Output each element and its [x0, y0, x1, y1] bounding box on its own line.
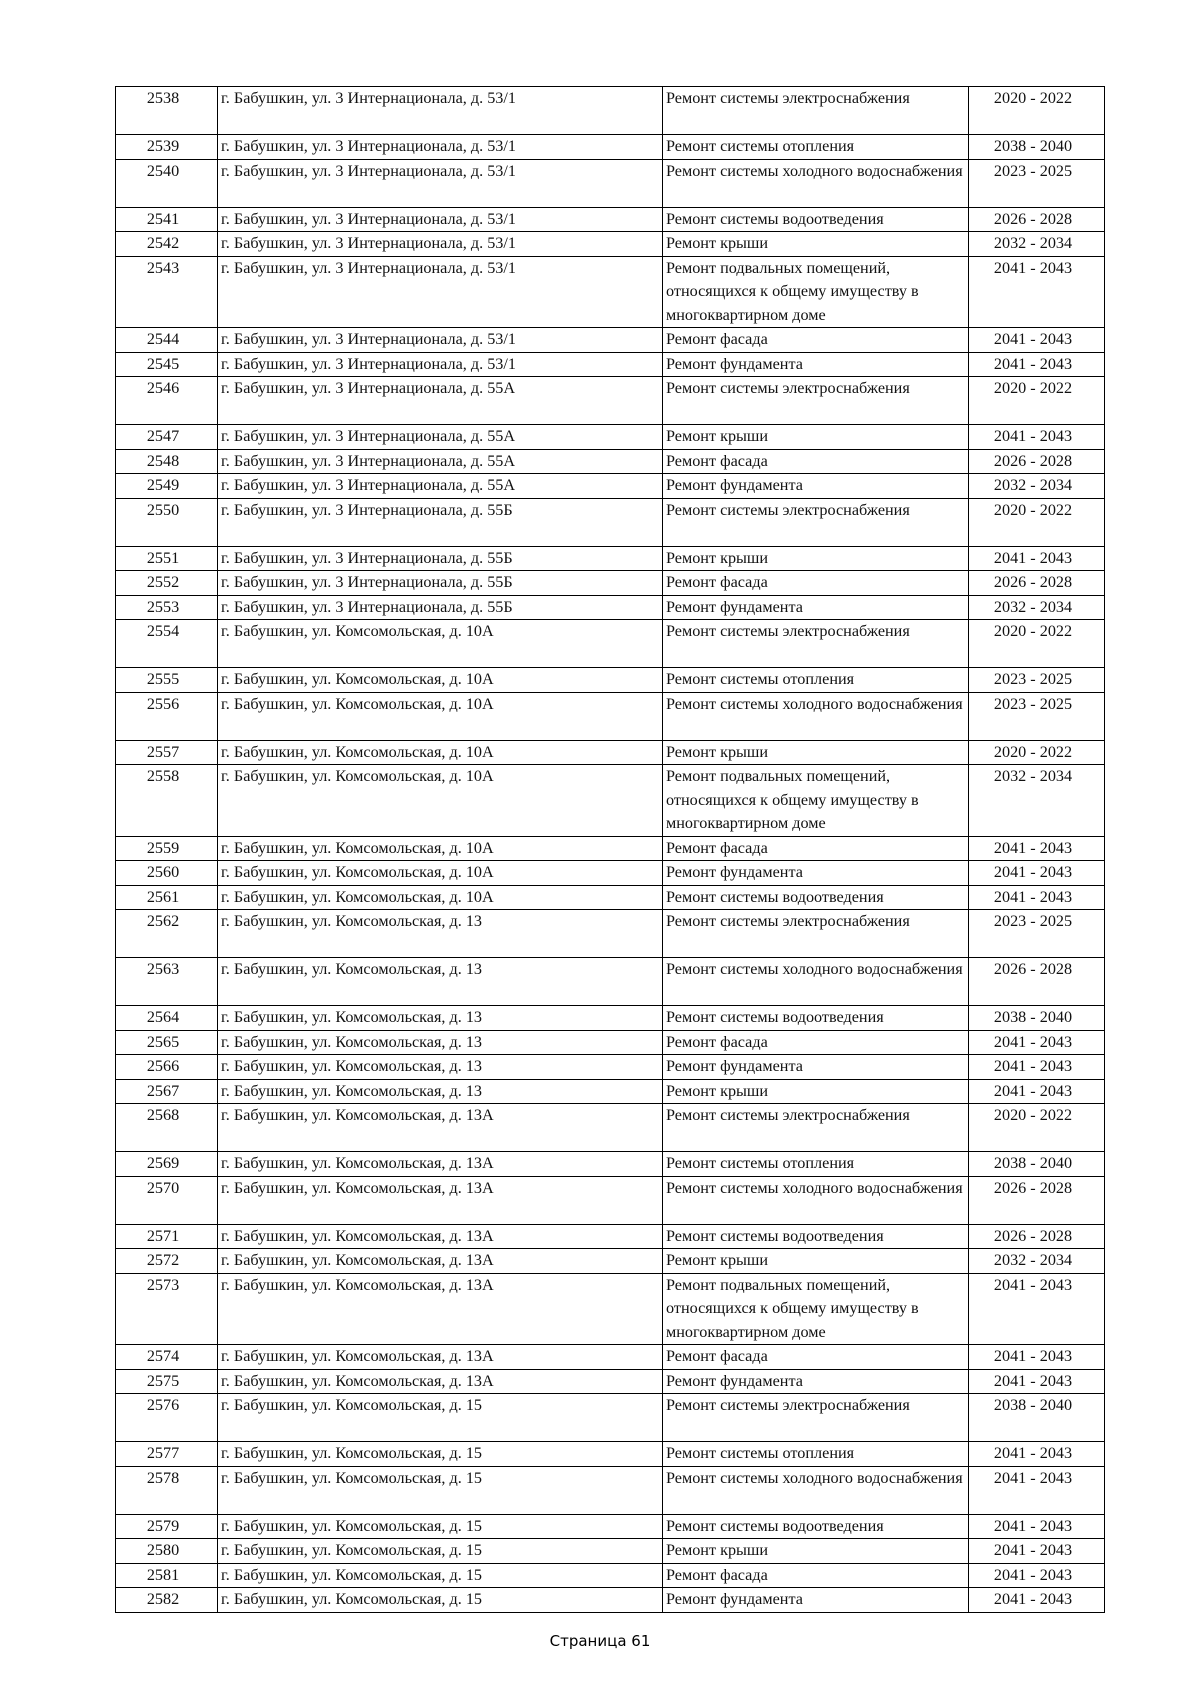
row-number: 2561	[116, 885, 218, 910]
row-period: 2020 - 2022	[969, 498, 1105, 546]
row-number: 2563	[116, 958, 218, 1006]
row-address: г. Бабушкин, ул. Комсомольская, д. 10А	[218, 692, 663, 740]
row-number: 2553	[116, 595, 218, 620]
row-work-type: Ремонт системы водоотведения	[663, 207, 969, 232]
row-address: г. Бабушкин, ул. Комсомольская, д. 13	[218, 910, 663, 958]
row-address: г. Бабушкин, ул. Комсомольская, д. 13А	[218, 1224, 663, 1249]
row-period: 2041 - 2043	[969, 1539, 1105, 1564]
row-work-type: Ремонт системы отопления	[663, 1152, 969, 1177]
row-period: 2038 - 2040	[969, 1394, 1105, 1442]
table-row	[116, 861, 1105, 886]
row-period: 2032 - 2034	[969, 595, 1105, 620]
row-number: 2549	[116, 474, 218, 499]
row-work-type: Ремонт крыши	[663, 425, 969, 450]
table-row	[116, 1224, 1105, 1249]
page-number: Страница 61	[549, 1632, 651, 1650]
row-work-type: Ремонт системы холодного водоснабжения	[663, 1466, 969, 1514]
row-number: 2568	[116, 1104, 218, 1152]
table-row	[116, 1563, 1105, 1588]
row-number: 2579	[116, 1514, 218, 1539]
row-number: 2572	[116, 1249, 218, 1274]
row-work-type: Ремонт системы холодного водоснабжения	[663, 159, 969, 207]
row-number: 2543	[116, 256, 218, 328]
row-period: 2041 - 2043	[969, 1345, 1105, 1370]
row-work-type: Ремонт системы холодного водоснабжения	[663, 1176, 969, 1224]
row-number: 2542	[116, 232, 218, 257]
table-body	[116, 87, 1105, 1613]
row-address: г. Бабушкин, ул. Комсомольская, д. 10А	[218, 740, 663, 765]
row-number: 2575	[116, 1369, 218, 1394]
row-period: 2023 - 2025	[969, 668, 1105, 693]
row-address: г. Бабушкин, ул. Комсомольская, д. 13	[218, 1006, 663, 1031]
row-period: 2038 - 2040	[969, 1006, 1105, 1031]
row-work-type: Ремонт системы электроснабжения	[663, 498, 969, 546]
row-work-type: Ремонт фасада	[663, 1563, 969, 1588]
row-address: г. Бабушкин, ул. Комсомольская, д. 10А	[218, 836, 663, 861]
row-period: 2020 - 2022	[969, 1104, 1105, 1152]
table-row	[116, 1345, 1105, 1370]
table-row	[116, 1079, 1105, 1104]
row-work-type: Ремонт системы электроснабжения	[663, 1394, 969, 1442]
table-row	[116, 207, 1105, 232]
row-period: 2026 - 2028	[969, 1224, 1105, 1249]
row-address: г. Бабушкин, ул. Комсомольская, д. 13А	[218, 1104, 663, 1152]
row-work-type: Ремонт фасада	[663, 1030, 969, 1055]
row-number: 2548	[116, 449, 218, 474]
row-work-type: Ремонт системы отопления	[663, 668, 969, 693]
row-period: 2023 - 2025	[969, 910, 1105, 958]
row-address: г. Бабушкин, ул. 3 Интернационала, д. 53/1	[218, 328, 663, 353]
row-period: 2041 - 2043	[969, 1030, 1105, 1055]
row-address: г. Бабушкин, ул. Комсомольская, д. 13	[218, 958, 663, 1006]
table-row	[116, 425, 1105, 450]
row-period: 2041 - 2043	[969, 1514, 1105, 1539]
table-row	[116, 1514, 1105, 1539]
row-period: 2041 - 2043	[969, 1273, 1105, 1345]
table-row	[116, 765, 1105, 837]
row-number: 2560	[116, 861, 218, 886]
row-address: г. Бабушкин, ул. Комсомольская, д. 10А	[218, 861, 663, 886]
table-row	[116, 620, 1105, 668]
row-work-type: Ремонт системы электроснабжения	[663, 377, 969, 425]
row-work-type: Ремонт крыши	[663, 740, 969, 765]
row-address: г. Бабушкин, ул. 3 Интернационала, д. 53/1	[218, 87, 663, 135]
table-row	[116, 328, 1105, 353]
row-address: г. Бабушкин, ул. Комсомольская, д. 13А	[218, 1369, 663, 1394]
row-number: 2551	[116, 546, 218, 571]
row-period: 2038 - 2040	[969, 135, 1105, 160]
table-row	[116, 1152, 1105, 1177]
row-period: 2026 - 2028	[969, 958, 1105, 1006]
row-address: г. Бабушкин, ул. 3 Интернационала, д. 53/1	[218, 135, 663, 160]
row-address: г. Бабушкин, ул. 3 Интернационала, д. 53/1	[218, 207, 663, 232]
row-address: г. Бабушкин, ул. Комсомольская, д. 13А	[218, 1249, 663, 1274]
table-row	[116, 449, 1105, 474]
row-address: г. Бабушкин, ул. 3 Интернационала, д. 55Б	[218, 595, 663, 620]
row-number: 2559	[116, 836, 218, 861]
table-row	[116, 1394, 1105, 1442]
row-period: 2041 - 2043	[969, 1588, 1105, 1613]
row-period: 2032 - 2034	[969, 232, 1105, 257]
row-address: г. Бабушкин, ул. Комсомольская, д. 15	[218, 1442, 663, 1467]
row-work-type: Ремонт фасада	[663, 571, 969, 596]
table-row	[116, 232, 1105, 257]
row-number: 2569	[116, 1152, 218, 1177]
row-number: 2565	[116, 1030, 218, 1055]
row-address: г. Бабушкин, ул. 3 Интернационала, д. 55А	[218, 474, 663, 499]
row-work-type: Ремонт крыши	[663, 1249, 969, 1274]
table-row	[116, 1539, 1105, 1564]
row-period: 2041 - 2043	[969, 885, 1105, 910]
row-work-type: Ремонт системы отопления	[663, 135, 969, 160]
row-work-type: Ремонт подвальных помещений, относящихся к общему имуществу в многоквартирном доме	[663, 256, 969, 328]
table-row	[116, 498, 1105, 546]
row-number: 2577	[116, 1442, 218, 1467]
row-period: 2041 - 2043	[969, 352, 1105, 377]
row-number: 2552	[116, 571, 218, 596]
row-number: 2538	[116, 87, 218, 135]
row-period: 2041 - 2043	[969, 328, 1105, 353]
row-address: г. Бабушкин, ул. Комсомольская, д. 15	[218, 1539, 663, 1564]
row-work-type: Ремонт фундамента	[663, 474, 969, 499]
table-row	[116, 377, 1105, 425]
row-number: 2566	[116, 1055, 218, 1080]
row-address: г. Бабушкин, ул. Комсомольская, д. 10А	[218, 620, 663, 668]
table-row	[116, 668, 1105, 693]
table-row	[116, 595, 1105, 620]
row-number: 2576	[116, 1394, 218, 1442]
row-address: г. Бабушкин, ул. 3 Интернационала, д. 55А	[218, 449, 663, 474]
row-address: г. Бабушкин, ул. 3 Интернационала, д. 55Б	[218, 546, 663, 571]
row-address: г. Бабушкин, ул. Комсомольская, д. 13	[218, 1055, 663, 1080]
row-address: г. Бабушкин, ул. Комсомольская, д. 13А	[218, 1176, 663, 1224]
row-number: 2573	[116, 1273, 218, 1345]
row-number: 2554	[116, 620, 218, 668]
row-work-type: Ремонт фундамента	[663, 1055, 969, 1080]
row-period: 2041 - 2043	[969, 256, 1105, 328]
row-work-type: Ремонт системы водоотведения	[663, 885, 969, 910]
row-number: 2539	[116, 135, 218, 160]
table-row	[116, 256, 1105, 328]
row-work-type: Ремонт системы электроснабжения	[663, 87, 969, 135]
row-period: 2041 - 2043	[969, 1442, 1105, 1467]
row-number: 2562	[116, 910, 218, 958]
row-period: 2041 - 2043	[969, 1055, 1105, 1080]
row-period: 2041 - 2043	[969, 1079, 1105, 1104]
row-work-type: Ремонт фасада	[663, 1345, 969, 1370]
row-number: 2580	[116, 1539, 218, 1564]
row-number: 2547	[116, 425, 218, 450]
row-number: 2578	[116, 1466, 218, 1514]
row-number: 2544	[116, 328, 218, 353]
row-number: 2571	[116, 1224, 218, 1249]
table-row	[116, 474, 1105, 499]
row-address: г. Бабушкин, ул. Комсомольская, д. 13А	[218, 1273, 663, 1345]
row-number: 2546	[116, 377, 218, 425]
row-period: 2038 - 2040	[969, 1152, 1105, 1177]
row-period: 2020 - 2022	[969, 740, 1105, 765]
row-period: 2032 - 2034	[969, 1249, 1105, 1274]
table-row	[116, 135, 1105, 160]
row-period: 2032 - 2034	[969, 474, 1105, 499]
row-number: 2541	[116, 207, 218, 232]
works-table	[115, 86, 1105, 1613]
row-address: г. Бабушкин, ул. 3 Интернационала, д. 55Б	[218, 571, 663, 596]
row-address: г. Бабушкин, ул. Комсомольская, д. 15	[218, 1514, 663, 1539]
row-number: 2556	[116, 692, 218, 740]
row-work-type: Ремонт крыши	[663, 232, 969, 257]
row-work-type: Ремонт крыши	[663, 546, 969, 571]
row-address: г. Бабушкин, ул. Комсомольская, д. 13	[218, 1079, 663, 1104]
table-row	[116, 352, 1105, 377]
row-number: 2540	[116, 159, 218, 207]
row-work-type: Ремонт фасада	[663, 328, 969, 353]
row-work-type: Ремонт фундамента	[663, 595, 969, 620]
row-address: г. Бабушкин, ул. Комсомольская, д. 10А	[218, 885, 663, 910]
row-work-type: Ремонт фундамента	[663, 1369, 969, 1394]
row-work-type: Ремонт фундамента	[663, 352, 969, 377]
row-address: г. Бабушкин, ул. Комсомольская, д. 13	[218, 1030, 663, 1055]
table-row	[116, 836, 1105, 861]
table-row	[116, 571, 1105, 596]
row-period: 2026 - 2028	[969, 1176, 1105, 1224]
table-row	[116, 1249, 1105, 1274]
row-number: 2574	[116, 1345, 218, 1370]
row-period: 2041 - 2043	[969, 1563, 1105, 1588]
table-row	[116, 958, 1105, 1006]
row-period: 2020 - 2022	[969, 377, 1105, 425]
row-period: 2041 - 2043	[969, 1369, 1105, 1394]
row-number: 2555	[116, 668, 218, 693]
row-work-type: Ремонт крыши	[663, 1079, 969, 1104]
row-period: 2041 - 2043	[969, 836, 1105, 861]
row-period: 2026 - 2028	[969, 449, 1105, 474]
row-number: 2567	[116, 1079, 218, 1104]
table-row	[116, 87, 1105, 135]
row-work-type: Ремонт системы холодного водоснабжения	[663, 958, 969, 1006]
row-work-type: Ремонт крыши	[663, 1539, 969, 1564]
row-period: 2041 - 2043	[969, 861, 1105, 886]
row-number: 2564	[116, 1006, 218, 1031]
table-row	[116, 1273, 1105, 1345]
row-period: 2041 - 2043	[969, 546, 1105, 571]
table-row	[116, 740, 1105, 765]
table-row	[116, 1442, 1105, 1467]
row-address: г. Бабушкин, ул. Комсомольская, д. 15	[218, 1563, 663, 1588]
table-row	[116, 885, 1105, 910]
row-work-type: Ремонт фундамента	[663, 861, 969, 886]
row-number: 2558	[116, 765, 218, 837]
row-work-type: Ремонт фасада	[663, 449, 969, 474]
row-work-type: Ремонт системы электроснабжения	[663, 620, 969, 668]
row-period: 2032 - 2034	[969, 765, 1105, 837]
row-work-type: Ремонт системы водоотведения	[663, 1224, 969, 1249]
row-number: 2550	[116, 498, 218, 546]
row-work-type: Ремонт подвальных помещений, относящихся к общему имуществу в многоквартирном доме	[663, 765, 969, 837]
row-number: 2557	[116, 740, 218, 765]
row-work-type: Ремонт фундамента	[663, 1588, 969, 1613]
table-row	[116, 910, 1105, 958]
row-work-type: Ремонт системы водоотведения	[663, 1006, 969, 1031]
row-period: 2041 - 2043	[969, 1466, 1105, 1514]
row-period: 2020 - 2022	[969, 620, 1105, 668]
row-address: г. Бабушкин, ул. 3 Интернационала, д. 53/1	[218, 352, 663, 377]
table-row	[116, 692, 1105, 740]
row-work-type: Ремонт подвальных помещений, относящихся к общему имуществу в многоквартирном доме	[663, 1273, 969, 1345]
row-work-type: Ремонт системы электроснабжения	[663, 1104, 969, 1152]
table-row	[116, 1176, 1105, 1224]
row-number: 2545	[116, 352, 218, 377]
table-row	[116, 1055, 1105, 1080]
table-row	[116, 159, 1105, 207]
table-row	[116, 1466, 1105, 1514]
table-row	[116, 1104, 1105, 1152]
row-number: 2570	[116, 1176, 218, 1224]
row-number: 2581	[116, 1563, 218, 1588]
row-address: г. Бабушкин, ул. Комсомольская, д. 15	[218, 1588, 663, 1613]
row-address: г. Бабушкин, ул. 3 Интернационала, д. 55А	[218, 377, 663, 425]
row-address: г. Бабушкин, ул. 3 Интернационала, д. 55Б	[218, 498, 663, 546]
table-row	[116, 1369, 1105, 1394]
row-address: г. Бабушкин, ул. Комсомольская, д. 13А	[218, 1345, 663, 1370]
row-work-type: Ремонт системы водоотведения	[663, 1514, 969, 1539]
row-address: г. Бабушкин, ул. 3 Интернационала, д. 53/1	[218, 159, 663, 207]
row-address: г. Бабушкин, ул. Комсомольская, д. 15	[218, 1394, 663, 1442]
row-address: г. Бабушкин, ул. Комсомольская, д. 15	[218, 1466, 663, 1514]
row-work-type: Ремонт системы отопления	[663, 1442, 969, 1467]
table-row	[116, 1006, 1105, 1031]
row-address: г. Бабушкин, ул. 3 Интернационала, д. 53/1	[218, 232, 663, 257]
table-row	[116, 1588, 1105, 1613]
table-row	[116, 1030, 1105, 1055]
row-address: г. Бабушкин, ул. Комсомольская, д. 10А	[218, 668, 663, 693]
row-period: 2041 - 2043	[969, 425, 1105, 450]
row-address: г. Бабушкин, ул. 3 Интернационала, д. 53/1	[218, 256, 663, 328]
row-address: г. Бабушкин, ул. Комсомольская, д. 13А	[218, 1152, 663, 1177]
row-number: 2582	[116, 1588, 218, 1613]
row-work-type: Ремонт фасада	[663, 836, 969, 861]
row-period: 2026 - 2028	[969, 571, 1105, 596]
row-work-type: Ремонт системы электроснабжения	[663, 910, 969, 958]
row-period: 2023 - 2025	[969, 692, 1105, 740]
row-period: 2023 - 2025	[969, 159, 1105, 207]
row-period: 2026 - 2028	[969, 207, 1105, 232]
row-period: 2020 - 2022	[969, 87, 1105, 135]
row-address: г. Бабушкин, ул. 3 Интернационала, д. 55А	[218, 425, 663, 450]
row-address: г. Бабушкин, ул. Комсомольская, д. 10А	[218, 765, 663, 837]
table-row	[116, 546, 1105, 571]
row-work-type: Ремонт системы холодного водоснабжения	[663, 692, 969, 740]
